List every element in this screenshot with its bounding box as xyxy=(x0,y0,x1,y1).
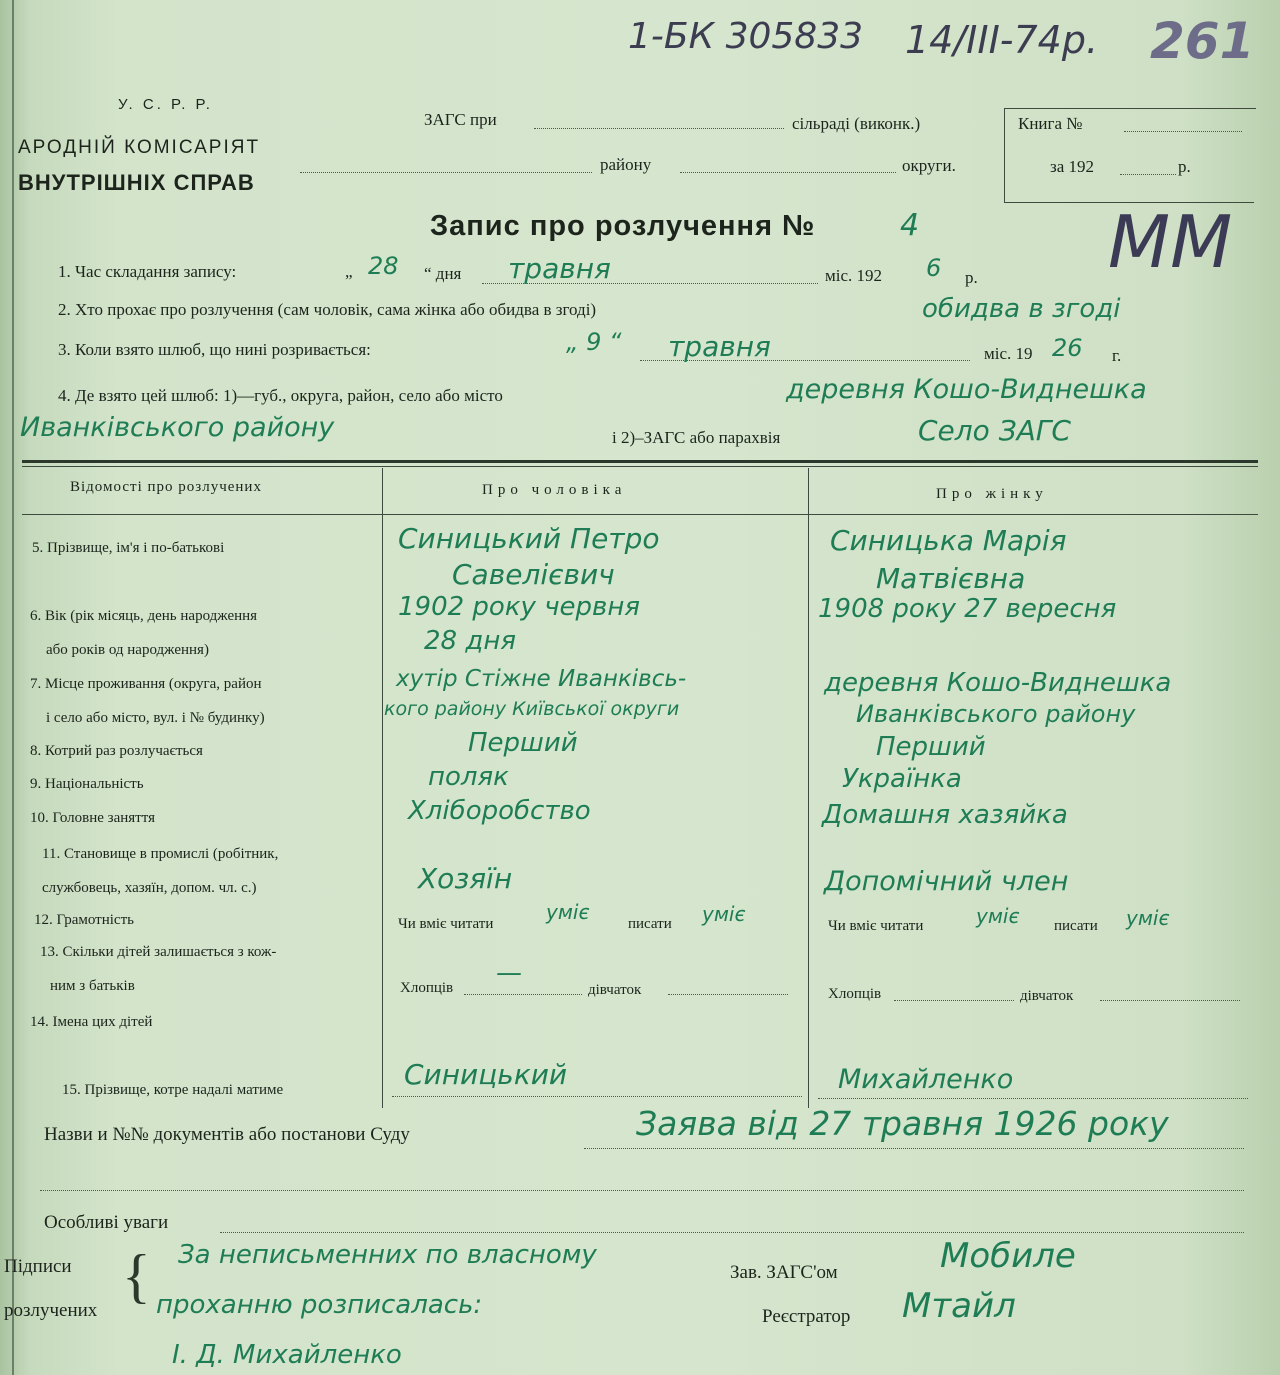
item1-day: 28 xyxy=(368,252,399,280)
note-line-3: І. Д. Михайленко xyxy=(172,1340,402,1370)
village-council-label: сільраді (виконк.) xyxy=(792,114,921,133)
husband-occupation: Хліборобство xyxy=(408,796,591,826)
item4-place: деревня Кошо-Виднешка xyxy=(786,374,1147,405)
table-top-rule-thin xyxy=(22,466,1258,467)
item3-month: травня xyxy=(668,330,771,363)
special-notes-label: Особливі уваги xyxy=(44,1212,169,1233)
wife-status: Допомічний член xyxy=(824,866,1069,897)
item1-label: 1. Час складання запису: xyxy=(58,262,237,281)
item1-day-label: “ дня xyxy=(424,264,462,283)
row-occupation-label: 10. Головне заняття xyxy=(30,810,155,826)
table-col-divider-2 xyxy=(808,468,809,1108)
item3-year: 26 xyxy=(1052,334,1083,362)
signatures-label-2: розлучених xyxy=(4,1300,98,1321)
note-line-1: За неписьменних по власному xyxy=(178,1240,597,1270)
item4-label: 4. Де взято цей шлюб: 1)—губ., округа, район, село або місто xyxy=(58,386,503,405)
table-top-rule xyxy=(22,460,1258,463)
husband-boys-label: Хлопців xyxy=(400,980,454,996)
item2-label: 2. Хто прохає про розлучення (сам чоловік, сама жінка або обидва в згоді) xyxy=(58,300,597,319)
book-label: Книга № xyxy=(1018,114,1083,133)
head-signature: Мобиле xyxy=(940,1236,1076,1276)
note-line-2: проханню розписалась: xyxy=(156,1290,483,1320)
item1-month: травня xyxy=(508,252,611,285)
row-future-surname-label: 15. Прізвище, котре надалі матиме xyxy=(62,1082,284,1098)
record-number: 4 xyxy=(900,208,920,243)
documents-line-2 xyxy=(40,1190,1244,1191)
husband-write: уміє xyxy=(702,902,746,926)
table-col2-header: Про чоловіка xyxy=(482,482,627,498)
book-box-left xyxy=(1004,108,1005,202)
row-residence-label: 7. Місце проживання (округа, район xyxy=(30,676,262,692)
husband-divorce-count: Перший xyxy=(468,728,578,758)
husband-boys-count: — xyxy=(496,958,522,988)
item3-month-label: міс. 19 xyxy=(984,344,1033,363)
item1-month-label: міс. 192 xyxy=(825,266,883,285)
zags-at-label: ЗАГС при xyxy=(424,110,497,129)
husband-birth-day: 28 дня xyxy=(424,626,516,656)
district-line xyxy=(300,172,592,173)
head-label: Зав. ЗАГС'ом xyxy=(730,1262,838,1283)
table-header-rule xyxy=(22,514,1258,515)
item1-quote-open: „ xyxy=(345,262,353,281)
row-divorce-count-label: 8. Котрий раз розлучається xyxy=(30,743,203,759)
registrar-label: Реєстратор xyxy=(762,1306,851,1327)
row-status-label: 11. Становище в промислі (робітник, xyxy=(42,846,279,862)
item4-zags: Село ЗАГС xyxy=(918,414,1071,447)
row-age-label-2: або років од народження) xyxy=(46,642,209,658)
initials-signature: ММ xyxy=(1108,200,1233,284)
archive-code: 1-БК 305833 xyxy=(628,16,864,57)
signatures-brace: { xyxy=(122,1243,151,1309)
husband-read-label: Чи вміє читати xyxy=(398,916,494,932)
table-col1-header: Відомості про розлучених xyxy=(70,479,262,495)
item1-year: 6 xyxy=(926,254,942,282)
book-year-label: за 192 xyxy=(1050,157,1095,176)
row-name-label: 5. Прізвище, ім'я і по-батькові xyxy=(32,540,225,556)
row-children-label: 13. Скільки дітей залишається з кож- xyxy=(40,944,277,960)
ussr-header: У. С. Р. Р. xyxy=(118,96,213,113)
wife-surname-line xyxy=(818,1098,1248,1099)
wife-birth: 1908 року 27 вересня xyxy=(818,594,1117,624)
registrar-signature: Мтайл xyxy=(902,1286,1016,1326)
row-children-label-2: ним з батьків xyxy=(50,978,135,994)
internal-affairs-header: ВНУТРІШНІХ СПРАВ xyxy=(18,170,255,195)
row-literacy-label: 12. Грамотність xyxy=(34,912,134,928)
husband-girls-line xyxy=(668,994,788,995)
item1-year-suffix: р. xyxy=(965,268,978,287)
district-label: району xyxy=(600,155,652,174)
husband-status: Хозяїн xyxy=(418,862,513,895)
husband-write-label: писати xyxy=(628,916,672,932)
item2-value: обидва в згоді xyxy=(922,294,1121,324)
wife-name: Синицька Марія xyxy=(830,524,1067,557)
zags-line xyxy=(534,128,784,129)
wife-girls-line xyxy=(1100,1000,1240,1001)
okrug-line xyxy=(680,172,896,173)
husband-residence: хутір Стіжне Иванківсь- xyxy=(396,666,687,692)
wife-write-label: писати xyxy=(1054,918,1098,934)
wife-occupation: Домашня хазяйка xyxy=(822,800,1068,830)
row-status-label-2: службовець, хазяїн, допом. чл. с.) xyxy=(42,880,257,896)
husband-girls-label: дівчаток xyxy=(588,982,642,998)
archive-date: 14/III-74р. xyxy=(905,18,1099,62)
book-year-line xyxy=(1120,174,1176,175)
row-children-names-label: 14. Імена цих дітей xyxy=(30,1014,153,1030)
husband-boys-line xyxy=(464,994,582,995)
wife-nationality: Українка xyxy=(842,764,962,794)
wife-future-surname: Михайленко xyxy=(838,1064,1014,1095)
page-number: 261 xyxy=(1150,12,1255,70)
wife-divorce-count: Перший xyxy=(876,732,986,762)
husband-residence-2: кого району Київської округи xyxy=(384,698,680,720)
book-line xyxy=(1124,131,1242,132)
page-edge xyxy=(12,0,14,1375)
wife-residence: деревня Кошо-Виднешка xyxy=(824,668,1172,698)
wife-boys-line xyxy=(894,1000,1014,1001)
husband-patronymic: Савелієвич xyxy=(452,558,615,591)
signatures-label: Підписи xyxy=(4,1256,72,1277)
row-nationality-label: 9. Національність xyxy=(30,776,144,792)
book-year-suffix: р. xyxy=(1178,157,1191,176)
item4-place-continued: Иванківського району xyxy=(20,412,335,443)
husband-surname-line xyxy=(392,1096,802,1097)
table-col-divider-1 xyxy=(382,468,383,1108)
husband-nationality: поляк xyxy=(428,762,509,792)
documents-line xyxy=(584,1148,1244,1149)
item4-zags-label: і 2)–ЗАГС або парахвія xyxy=(612,428,781,447)
documents-label: Назви и №№ документів або постанови Суду xyxy=(44,1124,410,1145)
commissariat-header: АРОДНІЙ КОМІСАРІЯТ xyxy=(18,137,261,158)
item3-year-suffix: г. xyxy=(1112,346,1122,365)
row-residence-label-2: і село або місто, вул. і № будинку) xyxy=(46,710,265,726)
husband-future-surname: Синицький xyxy=(404,1058,568,1091)
item3-label: 3. Коли взято шлюб, що нині розривається: xyxy=(58,340,371,359)
wife-read-label: Чи вміє читати xyxy=(828,918,924,934)
wife-patronymic: Матвієвна xyxy=(876,562,1026,595)
wife-boys-label: Хлопців xyxy=(828,986,882,1002)
table-col3-header: Про жінку xyxy=(936,486,1048,502)
wife-girls-label: дівчаток xyxy=(1020,988,1074,1004)
husband-read: уміє xyxy=(546,900,590,924)
husband-name: Синицький Петро xyxy=(398,522,660,555)
row-age-label: 6. Вік (рік місяць, день народження xyxy=(30,608,258,624)
book-box-top xyxy=(1004,108,1256,109)
okrug-label: округи. xyxy=(902,156,956,175)
wife-write: уміє xyxy=(1126,906,1170,930)
husband-birth: 1902 року червня xyxy=(398,592,641,622)
wife-residence-2: Иванківського району xyxy=(856,700,1136,728)
item3-day: „ 9 “ xyxy=(566,328,622,356)
special-notes-line xyxy=(220,1232,1244,1233)
record-title: Запис про розлучення № xyxy=(430,210,816,242)
wife-read: уміє xyxy=(976,904,1020,928)
documents-value: Заява від 27 травня 1926 року xyxy=(636,1104,1169,1143)
